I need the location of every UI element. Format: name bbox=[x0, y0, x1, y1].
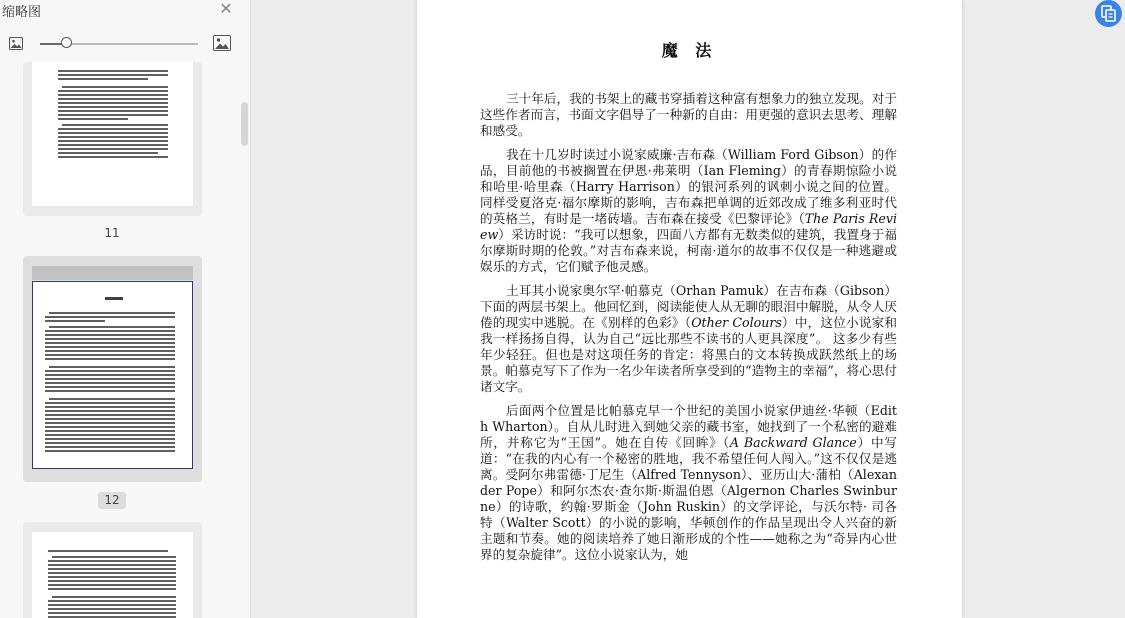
document-page bbox=[417, 0, 962, 618]
thumbnail-selection-bar bbox=[32, 266, 193, 280]
paragraph-2 bbox=[480, 147, 897, 275]
italic-title: The Paris Review bbox=[480, 211, 898, 242]
thumbnail-page-label: 12 bbox=[98, 492, 126, 509]
sidebar-header bbox=[0, 0, 250, 20]
italic-title: Other Colours bbox=[691, 315, 782, 330]
image-small-icon[interactable] bbox=[9, 37, 23, 50]
image-large-icon[interactable] bbox=[213, 35, 231, 51]
paragraph-text: 土耳其小说家奥尔罕·帕慕克（Orhan Pamuk）在吉布森（Gibson）下面的两层书架上。他回忆到，阅读能使人从无聊的眼泪中解脱，从令人厌倦的现实中逃脱。在《别样的色彩》（ bbox=[480, 283, 897, 330]
thumbnail-page-preview bbox=[32, 281, 193, 469]
thumbnail-page-11[interactable] bbox=[23, 62, 202, 216]
paragraph-text: 三十年后，我的书架上的藏书穿插着这种富有想象力的独立发现。对于这些作者而言，书面文字倡导了一种新的自由：用更强的意识去思考、理解和感受。 bbox=[480, 91, 897, 138]
paragraph-text: 后面两个位置是比帕慕克早一个世纪的美国小说家伊迪丝·华顿（Edith Wharton）。自从儿时进入到她父亲的藏书室，她找到了一个私密的避难所，并称它为“王国”。她在自传《回眸》（ bbox=[480, 403, 897, 450]
paragraph-1 bbox=[480, 91, 897, 139]
italic-title: A Backward Glance bbox=[729, 435, 857, 450]
close-icon[interactable]: ✕ bbox=[219, 0, 233, 18]
thumbnail-sidebar bbox=[0, 0, 251, 618]
sidebar-title: 缩略图 bbox=[2, 5, 42, 20]
sidebar-scrollbar[interactable] bbox=[241, 102, 248, 146]
thumbnail-zoom-control bbox=[0, 33, 250, 55]
paragraph-4 bbox=[480, 403, 897, 563]
thumbnail-page-12[interactable] bbox=[23, 256, 202, 482]
page-title: 魔 法 bbox=[661, 41, 718, 60]
thumbnail-page-13[interactable] bbox=[23, 522, 202, 618]
document-tool-button[interactable] bbox=[1095, 0, 1122, 27]
zoom-slider-handle[interactable] bbox=[61, 37, 72, 48]
paragraph-3 bbox=[480, 283, 897, 395]
paragraph-text: ）采访时说：“我可以想象，四面八方都有无数类似的建筑，我置身于福尔摩斯时期的伦敦。”对吉布森来说，柯南·道尔的故事不仅仅是一种逃避或娱乐的方式，它们赋予他灵感。 bbox=[480, 227, 897, 274]
thumbnail-page-preview bbox=[32, 62, 193, 206]
thumbnail-page-label: 11 bbox=[104, 226, 120, 240]
paragraph-text: ）中写道：“在我的内心有一个秘密的胜地，我不希望任何人闯入。”这不仅仅是逃离。受阿尔弗雷德·丁尼生（Alfred Tennyson）、亚历山大·蒲柏（Alexander Pope）和阿尔杰农·查尔斯·斯温伯恩（Algernon Charles Swinburne）的诗歌，约翰·罗斯金（John Ruskin）的文学评论，与沃尔特· 司各特（Walter Scott）的小说的影响，华顿创作的作品呈现出令人兴奋的新主题和节奏。她的阅读培养了她日渐形成的个性——她称之为“奇异内心世界的复杂旋律”。这位小说家认为，她 bbox=[480, 435, 898, 562]
paragraph-text: 我在十几岁时读过小说家威廉·吉布森（William Ford Gibson）的作品，目前他的书被搁置在伊恩·弗莱明（Ian Fleming）的青春期惊险小说和哈里·哈里森（Harry Harrison）的银河系列的讽刺小说之间的位置。同样受夏洛克·福尔摩斯的影响，吉布森把单调的近郊改成了维多利亚时代的英格兰，有时是一堵砖墙。吉布森在接受《巴黎评论》（ bbox=[480, 147, 897, 226]
thumbnail-page-preview bbox=[32, 532, 193, 618]
document-tool-icon bbox=[1095, 0, 1122, 27]
paragraph-text: ）中，这位小说家和我一样扬扬自得，认为自己“远比那些不读书的人更具深度”。 这多少有些年少轻狂。但也是对这项任务的肯定：将黑白的文本转换成跃然纸上的场景。帕慕克写下了作为一名少年读者所享受到的“造物主的幸福”，将心思付诸文字。 bbox=[480, 315, 898, 394]
document-viewer[interactable] bbox=[251, 0, 1125, 618]
